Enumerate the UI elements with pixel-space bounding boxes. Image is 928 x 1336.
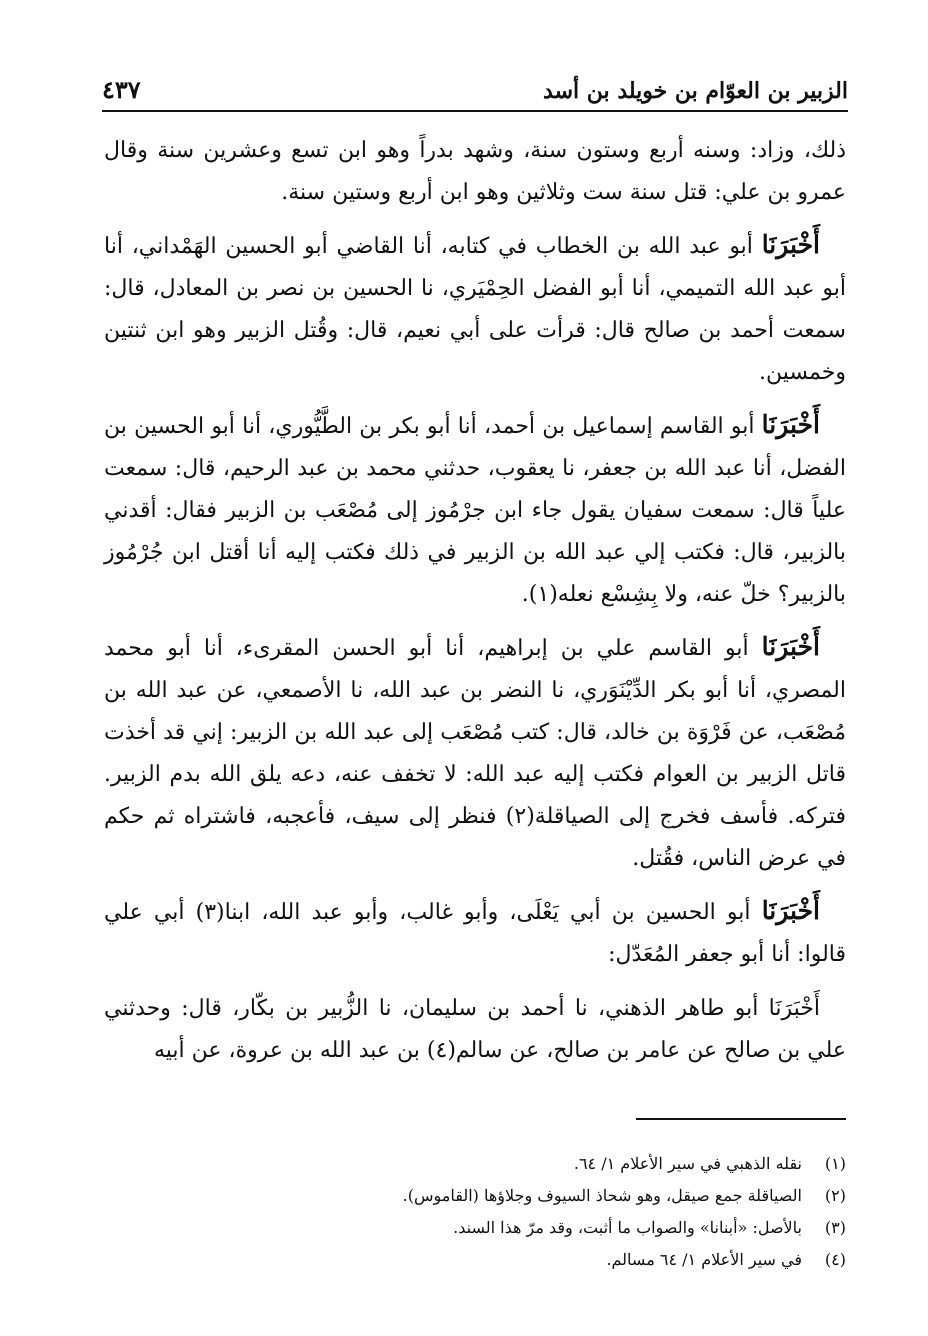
footnote [104,1180,846,1212]
footnote-number: (٣) [824,1218,846,1237]
footnote-text: في سير الأعلام ١/ ٦٤ مسالم. [606,1250,802,1269]
paragraph-keyword: أَخْبَرَنَا [761,632,820,661]
footnote-text: نقله الذهبي في سير الأعلام ١/ ٦٤. [573,1154,802,1173]
paragraph-text: أبو الحسين بن أبي يَعْلَى، وأبو غالب، وأبو عبد الله، ابنا(٣) أبي علي قالوا: أنا أبو جعفر المُعَدّل: [104,900,846,967]
footnote [104,1148,846,1180]
page-number: ٤٣٧ [102,75,141,104]
paragraph [104,404,846,616]
footnote [104,1244,846,1276]
main-text [104,128,846,1082]
paragraph-text: أَخْبَرَنَا أبو طاهر الذهني، نا أحمد بن سليمان، نا الزُّبير بن بكّار، قال: وحدثني علي بن صالح عن عامر بن صالح، عن سالم(٤) بن عبد الله بن عروة، عن أبيه [104,996,846,1063]
paragraph [104,890,846,976]
paragraph [104,128,846,214]
footnote-text: بالأصل: «أبنانا» والصواب ما أثبت، وقد مرّ هذا السند. [453,1218,802,1237]
paragraph-text: أبو عبد الله بن الخطاب في كتابه، أنا القاضي أبو الحسين الهَمْداني، أنا أبو عبد الله التميمي، أنا أبو الفضل الحِمْيَري، نا الحسين بن نصر بن المعادل، قال: سمعت أحمد بن صالح قال: قرأت على أبي نعيم، قال: وقُتل الزبير وهو ابن ثنتين وخمسين. [104,234,846,385]
footnote [104,1212,846,1244]
paragraph-text: ذلك، وزاد: وسنه أربع وستون سنة، وشهد بدراً وهو ابن تسع وعشرين سنة وقال عمرو بن علي: قتل سنة ست وثلاثين وهو ابن أربع وستين سنة. [104,138,846,205]
paragraph-keyword: أَخْبَرَنَا [761,230,821,259]
paragraph [104,626,846,880]
paragraph-keyword: أَخْبَرَنَا [761,896,821,925]
footnote-text: الصياقلة جمع صيقل، وهو شحاذ السيوف وجلاؤها (القاموس). [402,1186,802,1205]
page-header [102,64,848,112]
footnote-number: (٢) [824,1186,846,1205]
footnote-number: (٤) [824,1250,846,1269]
paragraph-keyword: أَخْبَرَنَا [761,410,820,439]
footnote-number: (١) [824,1154,846,1173]
running-title: الزبير بن العوّام بن خويلد بن أسد [543,78,848,104]
footnote-separator [636,1118,846,1120]
paragraph [104,224,846,394]
paragraph [104,986,846,1072]
footnotes [104,1148,846,1276]
paragraph-text: أبو القاسم إسماعيل بن أحمد، أنا أبو بكر بن الطَّيُّوري، أنا أبو الحسين بن الفضل، أنا عبد الله بن جعفر، نا يعقوب، حدثني محمد بن عبد الرحيم، قال: سمعت علياً قال: سمعت سفيان يقول جاء ابن جرْمُوز إلى مُصْعَب بن الزبير فقال: أقدني بالزبير، قال: فكتب إلي عبد الله بن الزبير في ذلك فكتب إليه أنا أقتل ابن جُرْمُوز بالزبير؟ خلّ عنه، ولا بِشِسْع نعله(١). [104,414,846,607]
paragraph-text: أبو القاسم علي بن إبراهيم، أنا أبو الحسن المقرىء، أنا أبو محمد المصري، أنا أبو بكر الدِّيْنَوَري، نا النضر بن عبد الله، نا الأصمعي، عن عبد الله بن مُصْعَب، عن فَرْوَة بن خالد، قال: كتب مُصْعَب إلى عبد الله بن الزبير: إني قد أخذت قاتل الزبير بن العوام فكتب إليه عبد الله: لا تخفف عنه، دعه يلق الله بدم الزبير. فتركه. فأسف فخرج إلى الصياقلة(٢) فنظر إلى سيف، فأعجبه، فاشتراه ثم حكم في عرض الناس، فقُتل. [104,636,847,871]
